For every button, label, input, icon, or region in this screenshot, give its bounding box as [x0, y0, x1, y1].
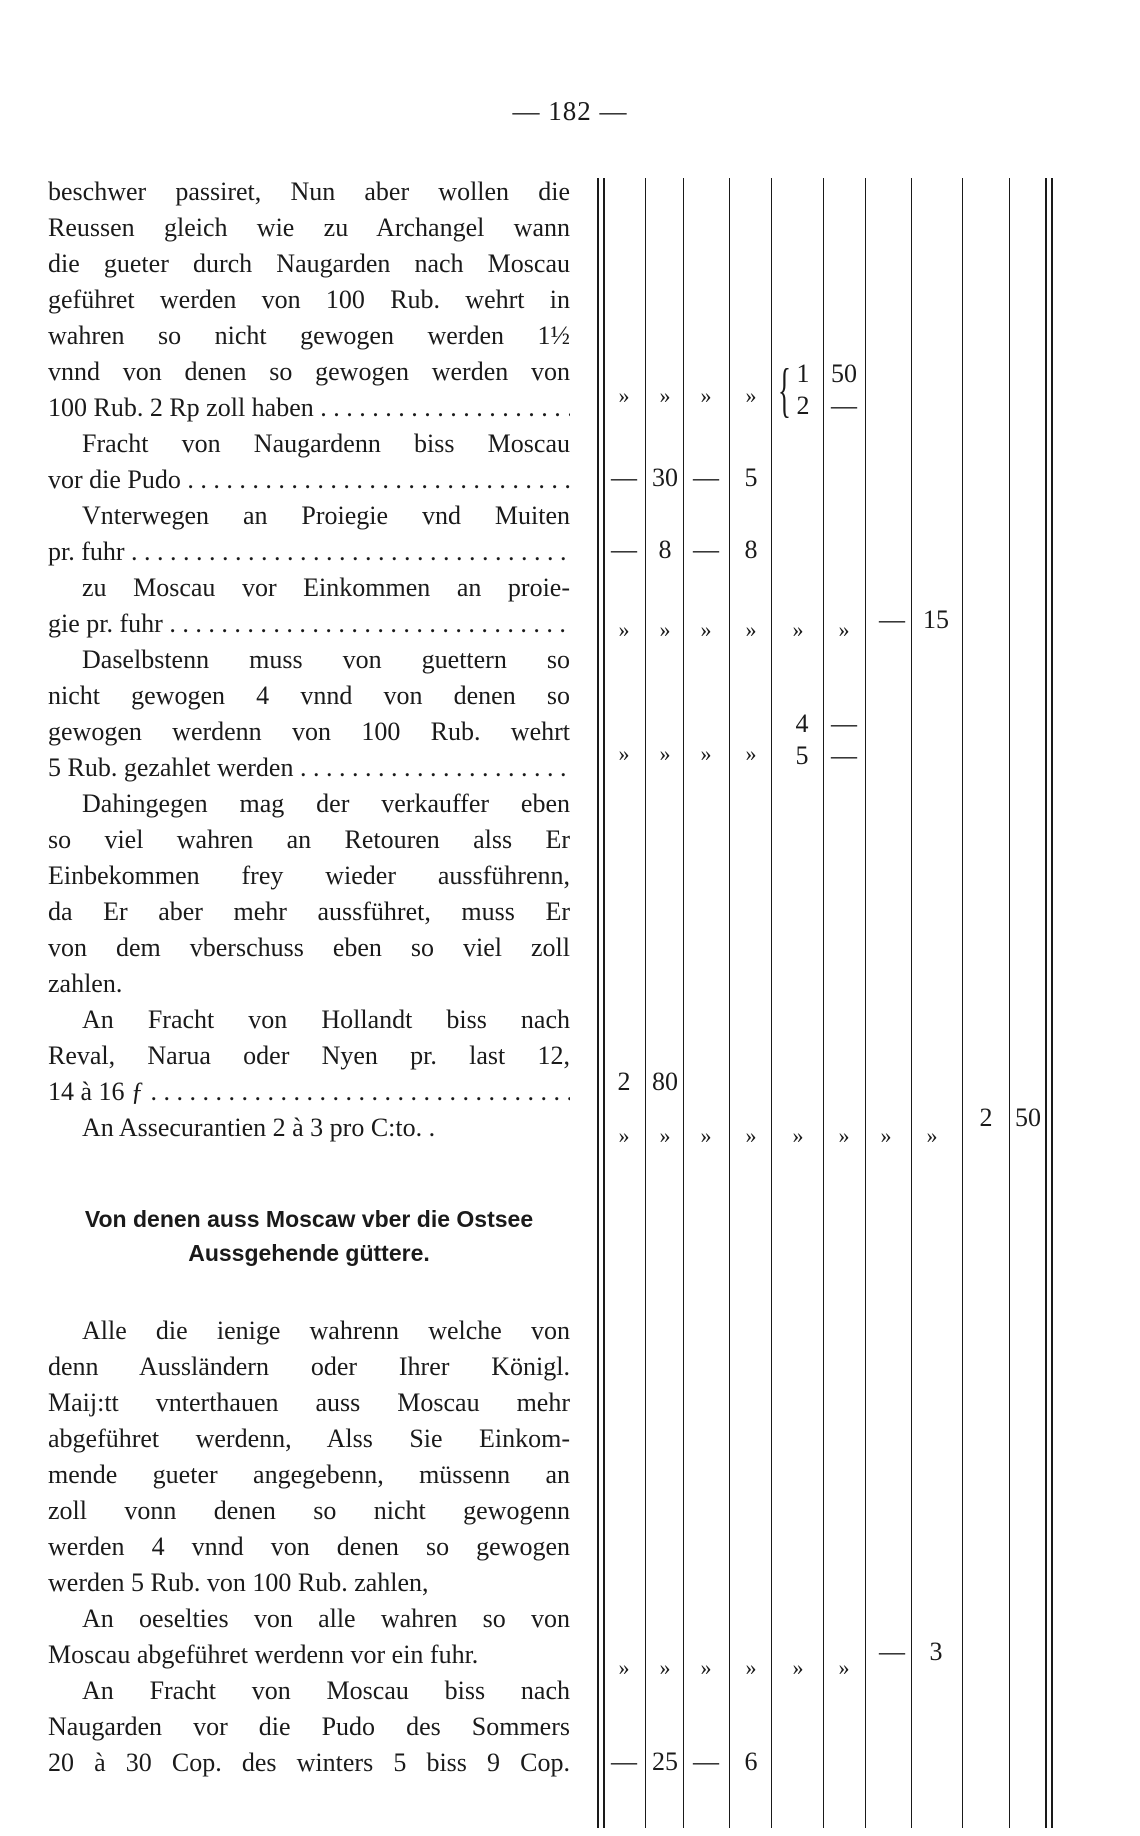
figure-cell: — [879, 605, 905, 634]
ditto-mark: » [838, 1655, 850, 1680]
brace-mark: { [778, 357, 791, 423]
ditto-mark: » [659, 1123, 671, 1148]
ditto-mark: » [659, 741, 671, 766]
column-rule [729, 178, 730, 1828]
text-line: denn Aussländern oder Ihrer Königl. [48, 1352, 570, 1381]
figure-cell: — [611, 463, 637, 492]
ditto-mark: » [659, 383, 671, 408]
text-line: Fracht von Naugardenn biss Moscau [82, 429, 570, 458]
text-line: die gueter durch Naugarden nach Moscau [48, 249, 570, 278]
figure-cell: 50 [831, 359, 857, 388]
figure-cell: — [879, 1637, 905, 1666]
column-rule [771, 178, 772, 1828]
text-line: gie pr. fuhr . . . [48, 606, 570, 642]
text-line: 100 Rub. 2 Rp zoll haben . . . [48, 390, 570, 426]
ditto-mark: » [659, 617, 671, 642]
column-rule [1045, 178, 1047, 1828]
text-line: An oeselties von alle wahren so von [82, 1604, 570, 1633]
text-line: An Assecurantien 2 à 3 pro C:to. . [82, 1113, 436, 1142]
text-line: von dem vberschuss eben so viel zoll [48, 933, 570, 962]
text-line: wahren so nicht gewogen werden 1½ [48, 321, 570, 350]
figure-cell: — [831, 709, 857, 738]
figure-cell: 5 [795, 741, 809, 770]
figure-cell: 80 [652, 1067, 678, 1096]
ditto-mark: » [700, 383, 712, 408]
ditto-mark: » [659, 1655, 671, 1680]
ditto-mark: » [618, 617, 630, 642]
figure-cell: 15 [923, 605, 949, 634]
column-rule [603, 178, 605, 1828]
text-line: zoll vonn denen so nicht gewogenn [48, 1496, 570, 1525]
column-rule [683, 178, 684, 1828]
text-line: Maij:tt vnterthauen auss Moscau mehr [48, 1388, 570, 1417]
figure-cell: 50 [1015, 1103, 1041, 1132]
text-line: 5 Rub. gezahlet werden . . . [48, 750, 570, 786]
figure-cell: — [831, 391, 857, 420]
ditto-mark: » [700, 1123, 712, 1148]
figure-cell: 8 [658, 535, 672, 564]
text-line: mende gueter angegebenn, müssenn an [48, 1460, 570, 1489]
figure-cell: — [693, 463, 719, 492]
text-line: werden 5 Rub. von 100 Rub. zahlen, [48, 1568, 429, 1597]
text-line: Reussen gleich wie zu Archangel wann [48, 213, 570, 242]
text-line: An Fracht von Hollandt biss nach [82, 1005, 570, 1034]
ditto-mark: » [700, 617, 712, 642]
ditto-mark: » [745, 1655, 757, 1680]
ditto-mark: » [792, 617, 804, 642]
text-line: Alle die ienige wahrenn welche von [82, 1316, 570, 1345]
figure-cell: 30 [652, 463, 678, 492]
text-line: Moscau abgeführet werdenn vor ein fuhr. [48, 1640, 479, 1669]
column-rule [865, 178, 866, 1828]
text-line: pr. fuhr . . . [48, 534, 570, 570]
column-rule [645, 178, 646, 1828]
text-line: vor die Pudo . . . [48, 462, 570, 498]
figure-cell: 8 [744, 535, 758, 564]
figure-cell: 25 [652, 1747, 678, 1776]
figure-cell: 1 [796, 359, 810, 388]
column-rule [962, 178, 963, 1828]
text-line: abgeführet werdenn, Alss Sie Einkom- [48, 1424, 570, 1453]
text-line: Reval, Narua oder Nyen pr. last 12, [48, 1041, 570, 1070]
text-line: Dahingegen mag der verkauffer eben [82, 789, 570, 818]
figure-cell: — [611, 535, 637, 564]
ditto-mark: » [745, 383, 757, 408]
column-rule [597, 178, 599, 1828]
figure-cell: 5 [744, 463, 758, 492]
text-line: beschwer passiret, Nun aber wollen die [48, 177, 570, 206]
column-rule [823, 178, 824, 1828]
ditto-mark: » [745, 617, 757, 642]
figure-cell: 3 [929, 1637, 943, 1666]
ditto-mark: » [838, 1123, 850, 1148]
page-number: — 182 — [512, 96, 628, 126]
ditto-mark: » [880, 1123, 892, 1148]
section-heading: Aussgehende güttere. [188, 1240, 430, 1266]
ditto-mark: » [618, 1123, 630, 1148]
ditto-mark: » [792, 1655, 804, 1680]
figure-cell: — [611, 1747, 637, 1776]
ditto-mark: » [700, 1655, 712, 1680]
text-line: Daselbstenn muss von guettern so [82, 645, 570, 674]
text-line: nicht gewogen 4 vnnd von denen so [48, 681, 570, 710]
ditto-mark: » [618, 383, 630, 408]
text-line: werden 4 vnnd von denen so gewogen [48, 1532, 570, 1561]
figure-cell: 2 [617, 1067, 631, 1096]
figure-cell: — [693, 535, 719, 564]
text-line: An Fracht von Moscau biss nach [82, 1676, 570, 1705]
text-line: zahlen. [48, 969, 123, 998]
figure-cell: — [693, 1747, 719, 1776]
figure-cell: 2 [979, 1103, 993, 1132]
ditto-mark: » [618, 741, 630, 766]
ditto-mark: » [700, 741, 712, 766]
text-line: 20 à 30 Cop. des winters 5 biss 9 Cop. [48, 1748, 570, 1777]
text-line: zu Moscau vor Einkommen an proie- [82, 573, 570, 602]
ditto-mark: » [792, 1123, 804, 1148]
column-rule [911, 178, 912, 1828]
text-line: gewogen werdenn von 100 Rub. wehrt [48, 717, 570, 746]
column-rule [1051, 178, 1053, 1828]
text-line: Naugarden vor die Pudo des Sommers [48, 1712, 570, 1741]
text-line: da Er aber mehr aussführet, muss Er [48, 897, 570, 926]
section-heading: Von denen auss Moscaw vber die Ostsee [84, 1206, 534, 1232]
column-rule [1009, 178, 1010, 1828]
ditto-mark: » [838, 617, 850, 642]
text-line: Einbekommen frey wieder aussführenn, [48, 861, 570, 890]
figure-cell: 4 [795, 709, 809, 738]
ditto-mark: » [618, 1655, 630, 1680]
text-line: geführet werden von 100 Rub. wehrt in [48, 285, 570, 314]
text-line: Vnterwegen an Proiegie vnd Muiten [82, 501, 570, 530]
ditto-mark: » [926, 1123, 938, 1148]
figure-cell: 6 [744, 1747, 758, 1776]
figure-cell: — [831, 741, 857, 770]
figure-cell: 2 [796, 391, 810, 420]
text-line: vnnd von denen so gewogen werden von [48, 357, 570, 386]
text-line: 14 à 16 ƒ . . . [48, 1074, 570, 1110]
ditto-mark: » [745, 741, 757, 766]
ditto-mark: » [745, 1123, 757, 1148]
text-line: so viel wahren an Retouren alss Er [48, 825, 570, 854]
